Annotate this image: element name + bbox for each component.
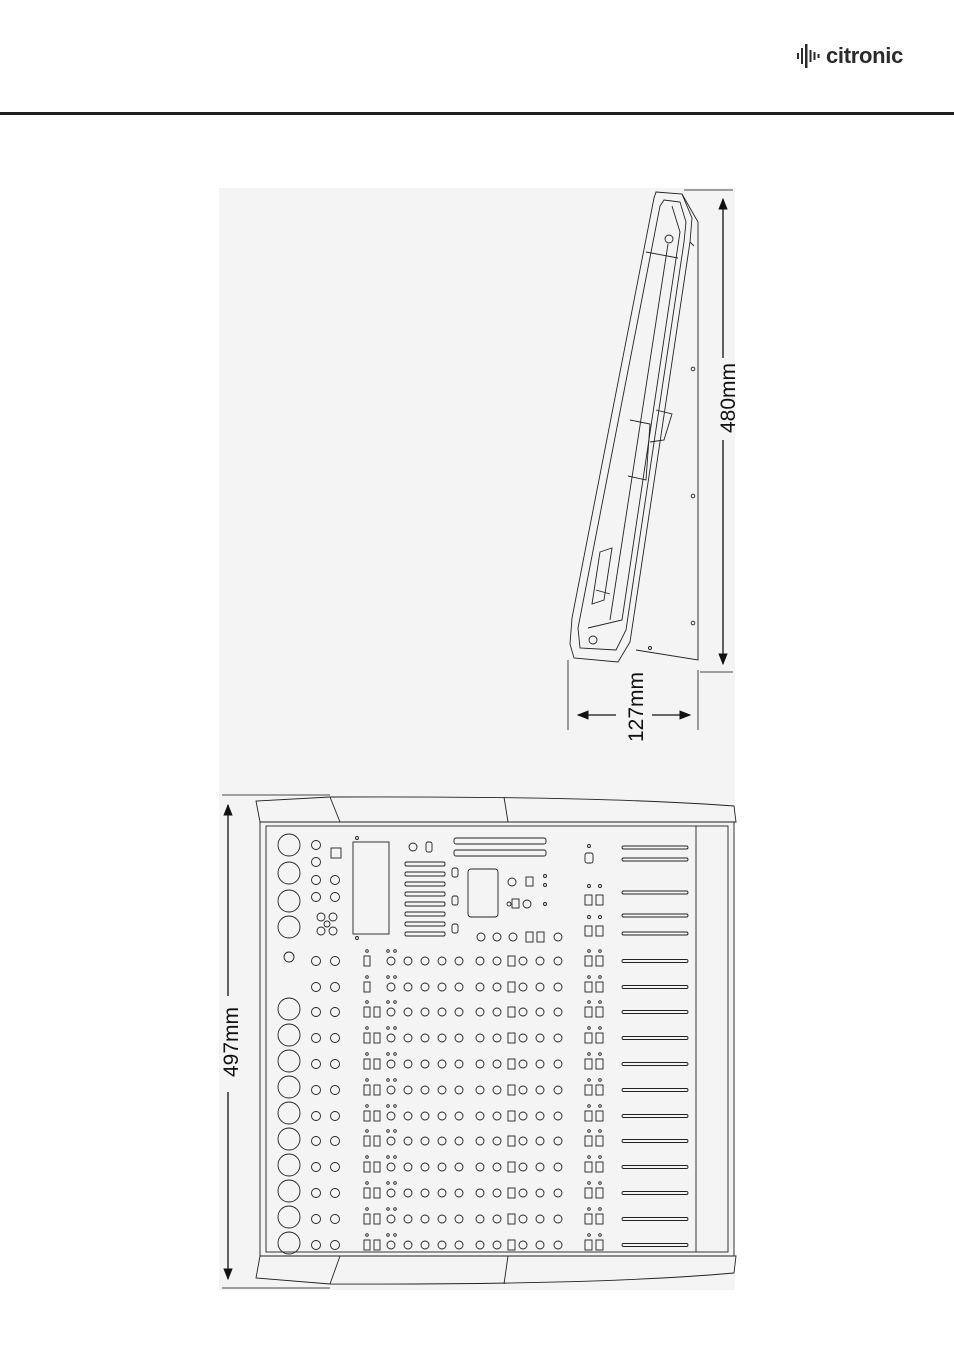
side-view xyxy=(570,192,698,662)
brand-name: citronic xyxy=(826,43,904,68)
channel-strips xyxy=(312,950,689,1250)
height-label: 480mm xyxy=(717,362,740,434)
top-view xyxy=(256,797,736,1284)
top-depth-label: 497mm xyxy=(220,1006,243,1078)
depth-label: 127mm xyxy=(625,671,648,743)
